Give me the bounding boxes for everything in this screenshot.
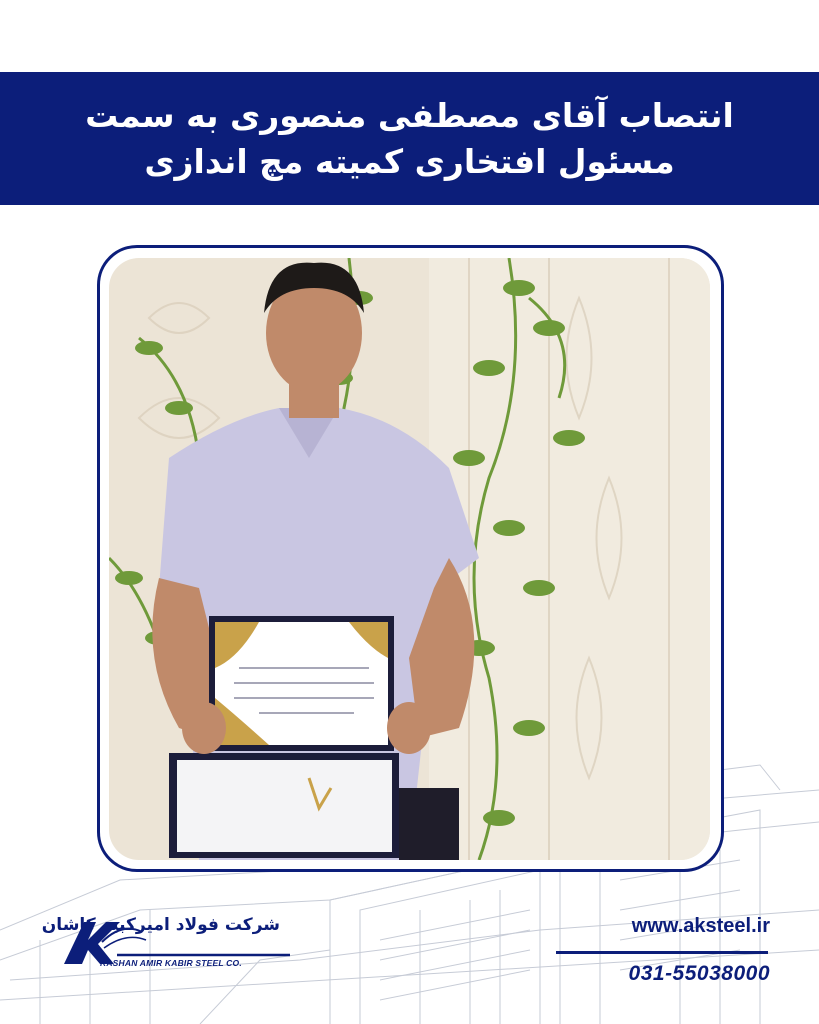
portrait-photo <box>109 258 710 860</box>
title-banner <box>0 72 819 205</box>
contact-divider <box>556 951 768 954</box>
headline-line-1: انتصاب آقای مصطفی منصوری به سمت <box>85 95 734 135</box>
headline-line-2: مسئول افتخاری کمیته مچ اندازی <box>144 141 675 181</box>
phone-number[interactable]: 031-55038000 <box>628 962 770 985</box>
company-name-fa: شرکت فولاد امیرکبیر کاشان <box>41 915 280 935</box>
company-name-en: KASHAN AMIR KABIR STEEL CO. <box>100 958 242 968</box>
website-link[interactable]: www.aksteel.ir <box>631 915 770 937</box>
